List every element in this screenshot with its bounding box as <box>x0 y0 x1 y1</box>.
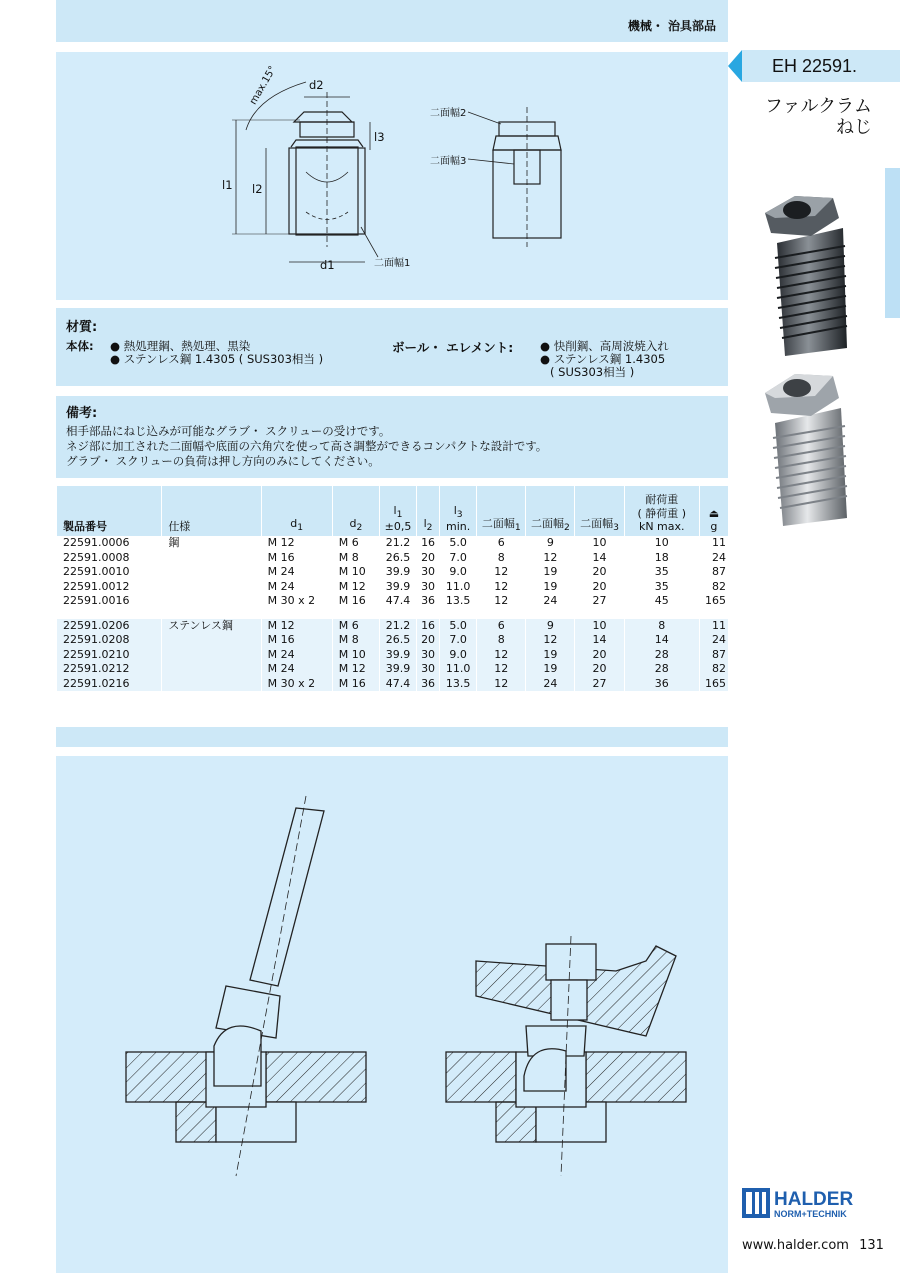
col-l3-sub: 3 <box>456 508 463 520</box>
product-code-box <box>742 50 900 82</box>
cell-w2: 19 <box>526 648 575 663</box>
cell-d2: M 10 <box>332 648 379 663</box>
cell-l2: 30 <box>417 580 440 595</box>
dim-label-l2: l2 <box>252 182 263 196</box>
notes-panel <box>56 396 728 478</box>
dim-label-l1: l1 <box>222 178 233 192</box>
col-load-3: kN max. <box>638 519 685 533</box>
cell-l2: 20 <box>417 551 440 566</box>
table-row <box>57 565 729 580</box>
cell-g: 87 <box>699 565 728 580</box>
col-w3-sub: 3 <box>613 522 619 533</box>
col-w1-sub: 1 <box>514 522 521 533</box>
table-row <box>57 677 729 692</box>
cell-d2: M 6 <box>332 536 379 551</box>
cell-g: 11 <box>699 536 728 551</box>
cell-l2: 30 <box>417 565 440 580</box>
cell-load: 28 <box>624 662 699 677</box>
cell-l2: 30 <box>417 648 440 663</box>
col-w3: 二面幅 <box>580 516 614 530</box>
cell-l2: 16 <box>417 536 440 551</box>
cell-spec <box>162 594 261 609</box>
ball-element-label: ボール・ エレメント: <box>392 340 514 355</box>
cell-d2: M 10 <box>332 565 379 580</box>
table-row <box>57 619 729 634</box>
cell-g: 87 <box>699 648 728 663</box>
notes-line-1: 相手部品にねじ込みが可能なグラブ・ スクリューの受けです。 <box>66 424 391 438</box>
cell-w3: 14 <box>575 633 624 648</box>
footer <box>742 1238 884 1253</box>
cell-d1: M 16 <box>261 551 332 566</box>
cell-part: 22591.0216 <box>57 677 162 692</box>
cell-g: 165 <box>699 677 728 692</box>
product-title-line2: ねじ <box>836 117 872 138</box>
cell-d2: M 12 <box>332 580 379 595</box>
cell-w1: 6 <box>477 536 526 551</box>
cell-w3: 27 <box>575 677 624 692</box>
cell-spec <box>162 633 261 648</box>
col-l3: l <box>453 503 457 517</box>
cell-d2: M 8 <box>332 551 379 566</box>
halder-logo <box>742 1186 882 1220</box>
dim-label-d2: d2 <box>309 78 324 92</box>
notes-line-3: グラブ・ スクリューの負荷は押し方向のみにしてください。 <box>66 454 380 468</box>
cell-g: 82 <box>699 580 728 595</box>
cell-l1: 26.5 <box>379 633 416 648</box>
cell-w2: 24 <box>526 594 575 609</box>
cell-part: 22591.0012 <box>57 580 162 595</box>
cell-load: 28 <box>624 648 699 663</box>
cell-d1: M 30 x 2 <box>261 594 332 609</box>
cell-spec <box>162 648 261 663</box>
cell-load: 18 <box>624 551 699 566</box>
cell-w1: 12 <box>477 677 526 692</box>
col-l3-min: min. <box>446 519 471 533</box>
notes-heading: 備考: <box>66 406 98 421</box>
cell-w1: 6 <box>477 619 526 634</box>
notes-line-2: ネジ部に加工された二面幅や底面の六角穴を使って高さ調整ができるコンパクトな設計です。 <box>66 439 548 453</box>
cell-l3: 5.0 <box>440 619 477 634</box>
col-spec: 仕様 <box>168 519 191 533</box>
cell-w1: 12 <box>477 648 526 663</box>
cell-w2: 12 <box>526 551 575 566</box>
col-l1-sub: 1 <box>396 508 403 520</box>
cell-d2: M 16 <box>332 594 379 609</box>
cell-w1: 12 <box>477 565 526 580</box>
cell-w1: 12 <box>477 580 526 595</box>
cell-d2: M 8 <box>332 633 379 648</box>
blank-bar <box>56 727 728 747</box>
cell-l3: 13.5 <box>440 594 477 609</box>
cell-l1: 21.2 <box>379 619 416 634</box>
cell-w2: 24 <box>526 677 575 692</box>
cell-d2: M 16 <box>332 677 379 692</box>
cell-load: 45 <box>624 594 699 609</box>
cell-part: 22591.0212 <box>57 662 162 677</box>
cell-w3: 10 <box>575 619 624 634</box>
product-photo-steel <box>755 368 865 528</box>
table-row <box>57 551 729 566</box>
logo-name: HALDER <box>774 1189 854 1210</box>
cell-spec <box>162 677 261 692</box>
cell-l1: 39.9 <box>379 580 416 595</box>
cell-load: 10 <box>624 536 699 551</box>
cell-w2: 19 <box>526 565 575 580</box>
cell-w1: 12 <box>477 594 526 609</box>
dim-label-l3: l3 <box>374 130 385 144</box>
cell-l3: 5.0 <box>440 536 477 551</box>
cell-load: 35 <box>624 580 699 595</box>
product-tab-arrow <box>728 50 742 82</box>
wrench3-label: 二面幅3 <box>430 156 467 167</box>
cell-l1: 39.9 <box>379 565 416 580</box>
col-part: 製品番号 <box>63 519 107 533</box>
cell-load: 8 <box>624 619 699 634</box>
cell-l3: 7.0 <box>440 633 477 648</box>
cell-load: 36 <box>624 677 699 692</box>
body-item-1: ● 熱処理鋼、熱処理、黒染 <box>110 339 251 353</box>
cell-l3: 9.0 <box>440 648 477 663</box>
cell-spec <box>162 551 261 566</box>
cell-g: 24 <box>699 633 728 648</box>
ball-item-3: ( SUS303相当 ) <box>550 365 635 379</box>
cell-g: 165 <box>699 594 728 609</box>
cell-w2: 19 <box>526 580 575 595</box>
table-row <box>57 662 729 677</box>
cell-d1: M 16 <box>261 633 332 648</box>
cell-l3: 9.0 <box>440 565 477 580</box>
cell-w3: 10 <box>575 536 624 551</box>
cell-spec <box>162 662 261 677</box>
cell-l2: 30 <box>417 662 440 677</box>
col-load-2: ( 静荷重 ) <box>637 506 687 520</box>
cell-w1: 8 <box>477 633 526 648</box>
cell-w3: 20 <box>575 662 624 677</box>
cell-d1: M 24 <box>261 565 332 580</box>
cell-l3: 13.5 <box>440 677 477 692</box>
col-d2: d <box>349 516 357 530</box>
body-label: 本体: <box>66 339 94 353</box>
footer-url[interactable]: www.halder.com <box>742 1238 849 1253</box>
cell-part: 22591.0206 <box>57 619 162 634</box>
cell-l3: 11.0 <box>440 580 477 595</box>
logo-sub: NORM+TECHNIK <box>774 1209 847 1219</box>
material-heading: 材質: <box>66 320 98 335</box>
col-load-1: 耐荷重 <box>645 493 679 507</box>
table-row <box>57 648 729 663</box>
col-w2-sub: 2 <box>564 522 570 533</box>
cell-spec <box>162 580 261 595</box>
wrench2-label: 二面幅2 <box>430 108 467 119</box>
cell-part: 22591.0208 <box>57 633 162 648</box>
cell-d1: M 24 <box>261 580 332 595</box>
col-weight: g <box>710 519 718 533</box>
cell-w3: 20 <box>575 565 624 580</box>
cell-d1: M 30 x 2 <box>261 677 332 692</box>
product-code: EH 22591. <box>772 56 858 76</box>
dim-label-d1: d1 <box>320 258 335 272</box>
cell-part: 22591.0006 <box>57 536 162 551</box>
cell-l2: 36 <box>417 594 440 609</box>
col-l1: l <box>393 503 397 517</box>
application-drawing <box>56 756 728 1273</box>
col-d2-sub: 2 <box>356 522 363 533</box>
side-index-tab <box>885 168 900 318</box>
cell-w3: 20 <box>575 580 624 595</box>
cell-d2: M 6 <box>332 619 379 634</box>
cell-w1: 12 <box>477 662 526 677</box>
body-item-2: ● ステンレス鋼 1.4305 ( SUS303相当 ) <box>110 352 324 366</box>
header-bar <box>56 0 728 42</box>
cell-w3: 14 <box>575 551 624 566</box>
dim-label-angle: max.15° <box>247 64 279 107</box>
col-w1: 二面幅 <box>481 516 515 530</box>
col-l2: l <box>423 516 427 530</box>
table-header-row <box>57 486 729 536</box>
weight-icon: ⏏ <box>708 506 720 520</box>
cell-w3: 20 <box>575 648 624 663</box>
cell-l2: 20 <box>417 633 440 648</box>
cell-w2: 12 <box>526 633 575 648</box>
ball-item-2: ● ステンレス鋼 1.4305 <box>540 352 666 366</box>
cell-part: 22591.0210 <box>57 648 162 663</box>
cell-part: 22591.0010 <box>57 565 162 580</box>
ball-item-1: ● 快削鋼、高周波焼入れ <box>540 339 669 353</box>
cell-load: 14 <box>624 633 699 648</box>
cell-d1: M 24 <box>261 648 332 663</box>
cell-spec: ステンレス鋼 <box>162 619 261 634</box>
application-illustration-panel <box>56 756 728 1273</box>
table-row <box>57 580 729 595</box>
cell-l1: 47.4 <box>379 677 416 692</box>
cell-w2: 9 <box>526 536 575 551</box>
cell-w2: 9 <box>526 619 575 634</box>
cell-l3: 7.0 <box>440 551 477 566</box>
cell-d1: M 12 <box>261 536 332 551</box>
material-panel <box>56 308 728 386</box>
wrench1-label: 二面幅1 <box>374 258 411 269</box>
cell-w3: 27 <box>575 594 624 609</box>
cell-spec: 鋼 <box>162 536 261 551</box>
col-d1: d <box>290 516 298 530</box>
group-separator <box>57 609 729 619</box>
technical-drawing-panel <box>56 52 728 300</box>
cell-g: 11 <box>699 619 728 634</box>
cell-l1: 47.4 <box>379 594 416 609</box>
page-number: 131 <box>859 1238 884 1253</box>
col-l2-sub: 2 <box>426 522 433 533</box>
table-row <box>57 594 729 609</box>
cell-spec <box>162 565 261 580</box>
cell-l1: 21.2 <box>379 536 416 551</box>
cell-g: 82 <box>699 662 728 677</box>
col-w2: 二面幅 <box>531 516 564 530</box>
cell-l2: 36 <box>417 677 440 692</box>
cell-l3: 11.0 <box>440 662 477 677</box>
col-d1-sub: 1 <box>297 522 304 533</box>
cell-l1: 26.5 <box>379 551 416 566</box>
cell-l1: 39.9 <box>379 662 416 677</box>
spec-table <box>56 486 728 691</box>
cell-d1: M 12 <box>261 619 332 634</box>
product-photo-black <box>755 188 865 358</box>
table-row <box>57 633 729 648</box>
cell-load: 35 <box>624 565 699 580</box>
cell-g: 24 <box>699 551 728 566</box>
table-row <box>57 536 729 551</box>
category-label: 機械・ 治具部品 <box>627 19 716 33</box>
cell-w2: 19 <box>526 662 575 677</box>
product-title-line1: ファルクラム <box>764 96 872 117</box>
cell-d2: M 12 <box>332 662 379 677</box>
cell-l1: 39.9 <box>379 648 416 663</box>
cell-d1: M 24 <box>261 662 332 677</box>
cell-part: 22591.0008 <box>57 551 162 566</box>
cell-part: 22591.0016 <box>57 594 162 609</box>
col-l1-tol: ±0,5 <box>384 519 412 533</box>
cell-w1: 8 <box>477 551 526 566</box>
cell-l2: 16 <box>417 619 440 634</box>
